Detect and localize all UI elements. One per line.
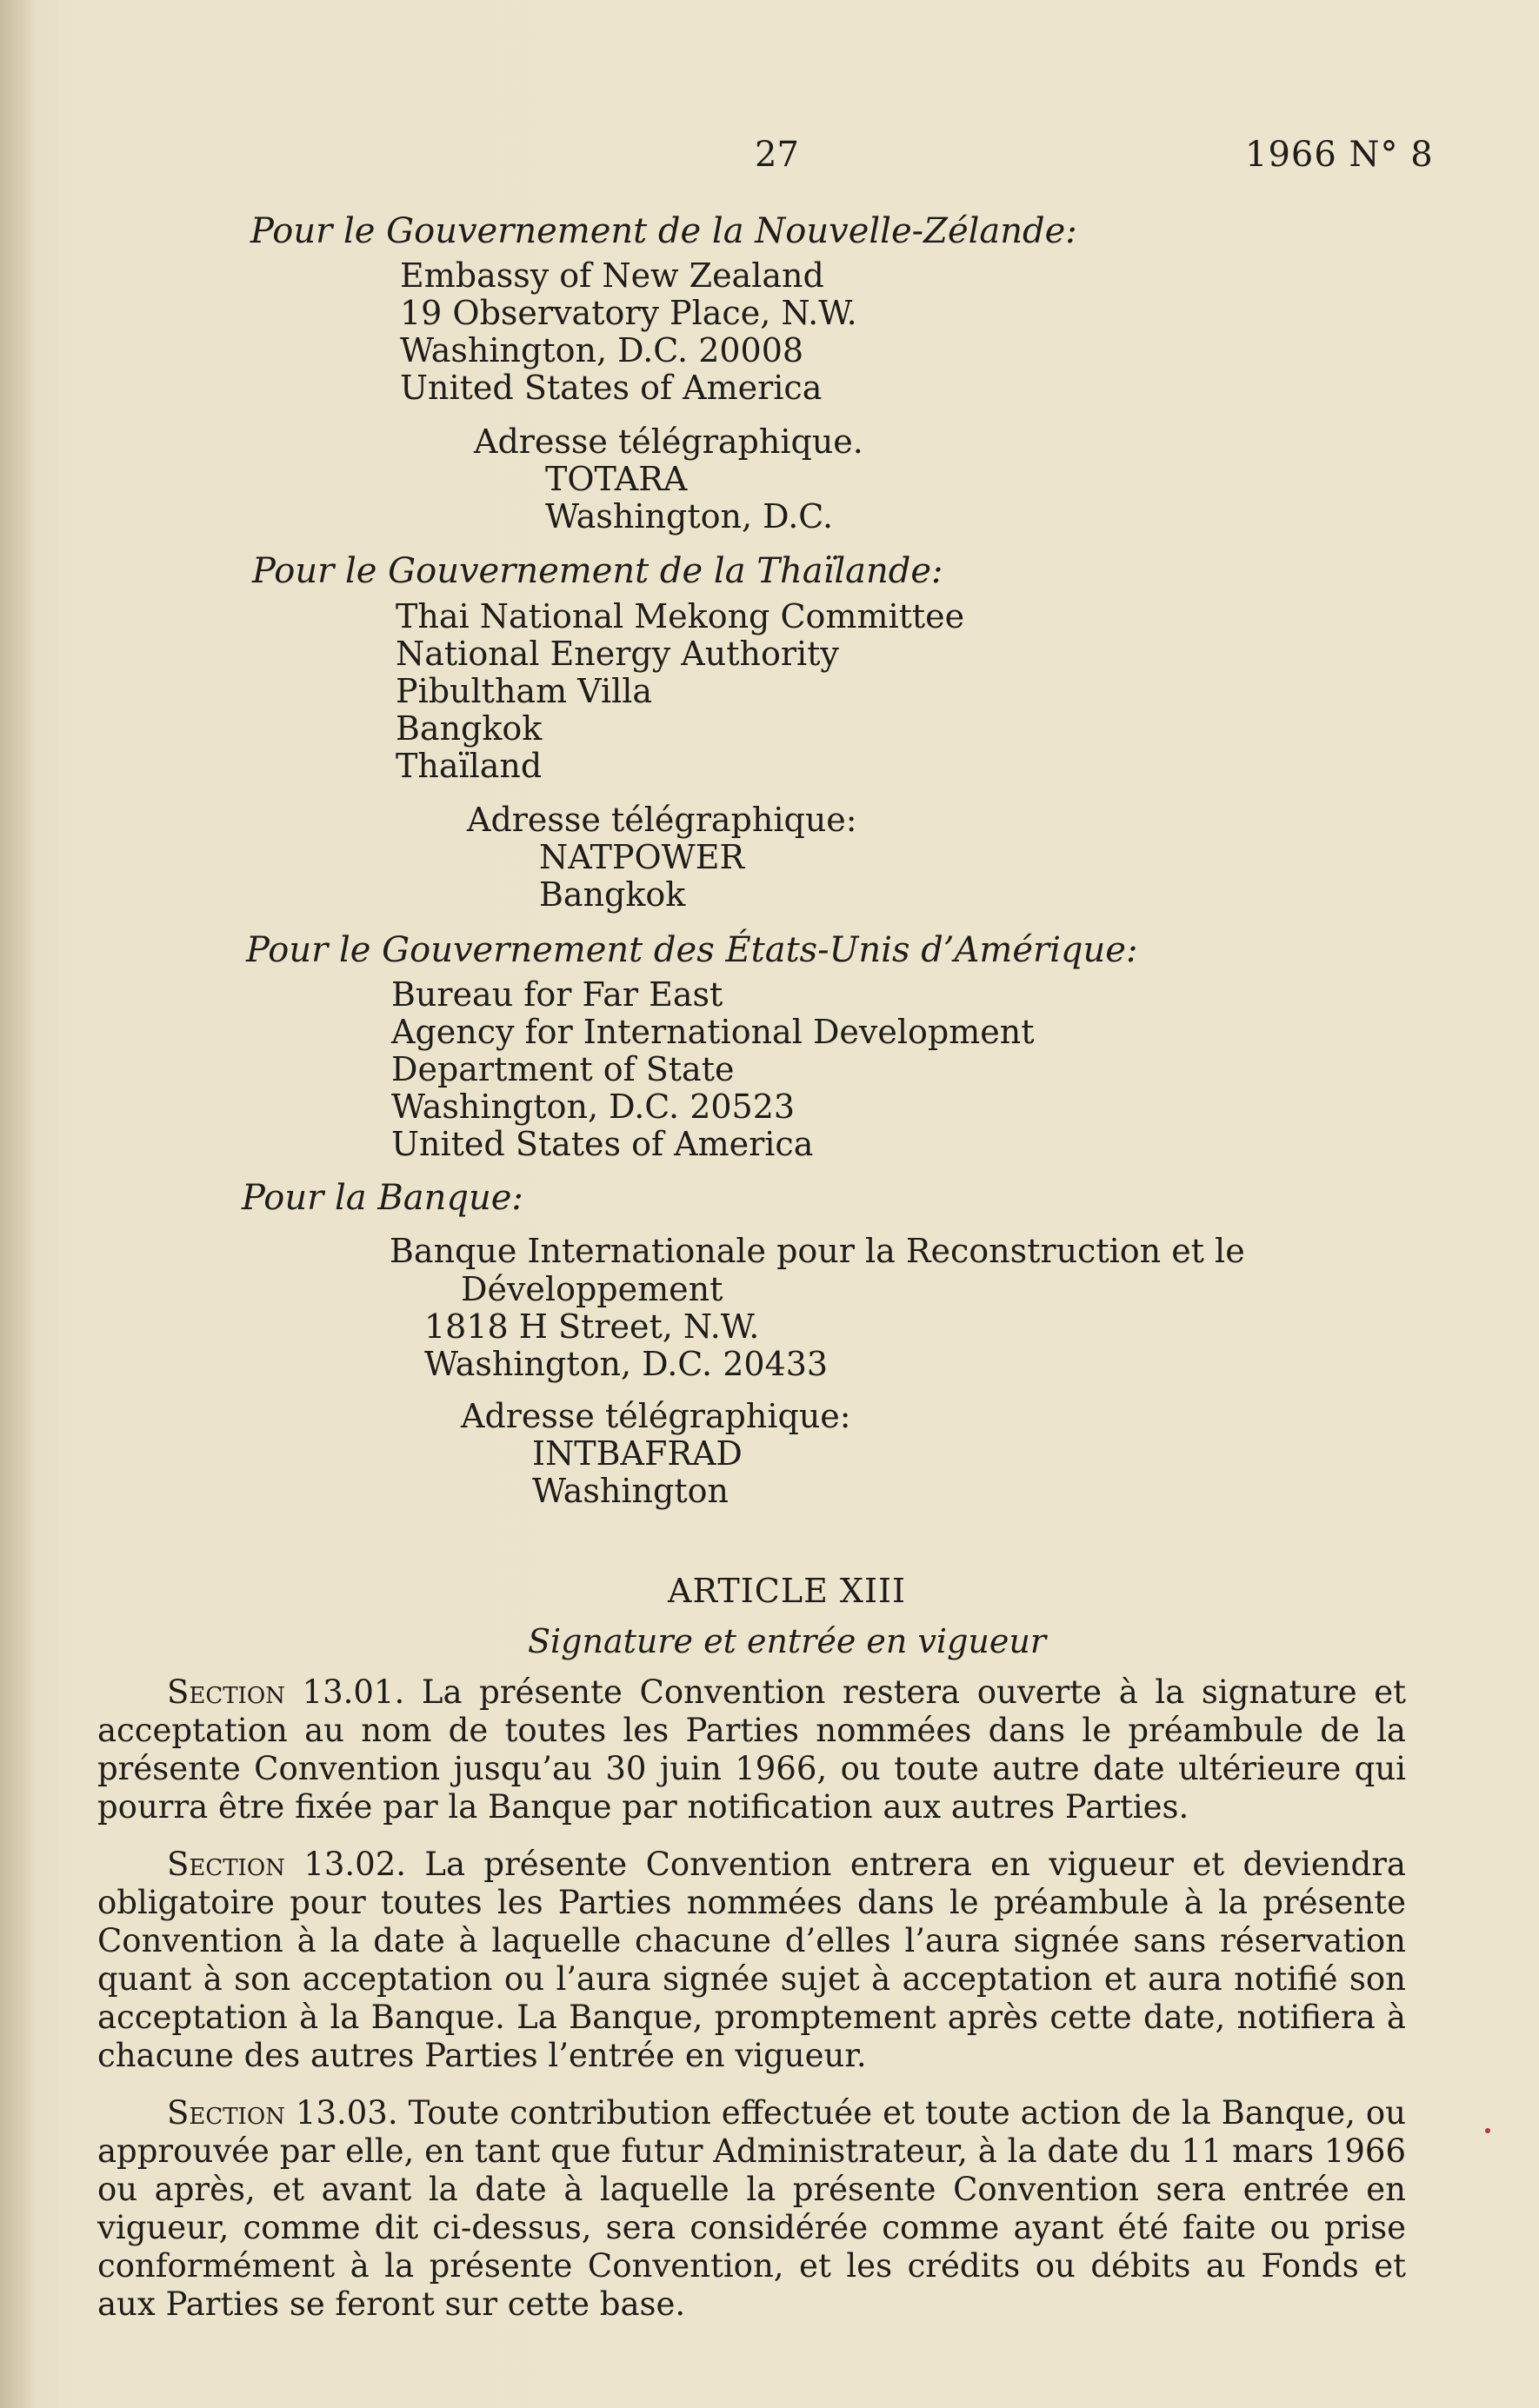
telegraphic-address-new-zealand (545, 461, 833, 535)
address-line: Embassy of New Zealand (400, 256, 824, 295)
address-line: Washington, D.C. 20523 (391, 1088, 796, 1126)
section-label: Section (167, 1846, 285, 1883)
telegraphic-address-bank (532, 1435, 743, 1510)
ink-mark (1485, 2128, 1490, 2133)
telegraphic-line: INTBAFRAD (532, 1434, 743, 1473)
article-sections (97, 1673, 1406, 2343)
recipient-heading-new-zealand: Pour le Gouvernement de la Nouvelle-Zélande: (250, 211, 1077, 251)
section-label: Section (167, 1673, 285, 1711)
telegraphic-line: Washington (532, 1472, 729, 1510)
issue-number: 1966 N° 8 (1245, 135, 1434, 175)
recipient-address-thailand (396, 598, 964, 785)
section-13-03 (97, 2094, 1406, 2324)
telegraphic-label-bank: Adresse télégraphique: (461, 1397, 851, 1435)
section-13-02 (97, 1846, 1406, 2075)
binding-shadow (0, 0, 37, 2408)
telegraphic-line: NATPOWER (539, 838, 745, 876)
recipient-address-bank-street (424, 1308, 828, 1383)
telegraphic-line: Washington, D.C. (545, 497, 834, 535)
address-line: Department of State (391, 1050, 735, 1088)
address-line: Pibultham Villa (396, 672, 653, 710)
recipient-address-new-zealand (400, 257, 857, 407)
recipient-address-bank-line1: Banque Internationale pour la Reconstruction et le (390, 1232, 1245, 1270)
telegraphic-label-new-zealand: Adresse télégraphique. (474, 422, 863, 461)
article-title: ARTICLE XIII (668, 1572, 906, 1610)
recipient-heading-bank: Pour la Banque: (242, 1178, 523, 1218)
address-line: National Energy Authority (396, 635, 839, 673)
address-line: United States of America (400, 369, 823, 407)
address-line: United States of America (391, 1125, 814, 1163)
telegraphic-line: TOTARA (545, 460, 688, 498)
recipient-address-bank-rest (461, 1271, 723, 1308)
section-label: Section (167, 2094, 285, 2132)
recipient-heading-thailand: Pour le Gouvernement de la Thaïlande: (252, 551, 943, 591)
section-text: La présente Convention restera ouverte à la signature et acceptation au nom de toutes les Parties nommées dans le préambule de la présente Convention jusqu’au 30 juin 1966, ou toute autre date ultérieure qui pourra être fixée par la Banque par notification aux autres Parties. (97, 1673, 1407, 1826)
address-line: Thaïland (396, 747, 543, 785)
address-line: Bangkok (396, 709, 543, 748)
address-line: Bureau for Far East (391, 975, 723, 1014)
section-number: 13.02. (303, 1846, 406, 1883)
address-line: Washington, D.C. 20008 (400, 331, 804, 369)
recipient-heading-united-states: Pour le Gouvernement des États-Unis d’Amérique: (246, 930, 1138, 970)
section-number: 13.03. (295, 2094, 398, 2132)
recipient-address-united-states (391, 976, 1034, 1163)
telegraphic-label-thailand: Adresse télégraphique: (467, 801, 857, 839)
address-line: Agency for International Development (391, 1013, 1035, 1051)
section-text: La présente Convention entrera en vigueur et deviendra obligatoire pour toutes les Parties nommées dans le préambule à la présente Convention à la date à laquelle chacune d’elles l’aura signée sans réservation quant à son acceptation ou l’aura signée sujet à acceptation et aura notifié son acceptation à la Banque. La Banque, promptement après cette date, notifiera à chacune des autres Parties l’entrée en vigueur. (97, 1846, 1406, 2074)
telegraphic-address-thailand (539, 839, 744, 914)
address-line: 1818 H Street, N.W. (424, 1307, 760, 1346)
page-number: 27 (755, 135, 799, 175)
address-line: 19 Observatory Place, N.W. (400, 294, 857, 332)
section-text: Toute contribution effectuée et toute action de la Banque, ou approuvée par elle, en tant que futur Administrateur, à la date du 11 mars 1966 ou après, et avant la date à laquelle la présente Convention sera entrée en vigueur, comme dit ci-dessus, sera considérée comme ayant été faite ou prise conformément à la présente Convention, et les crédits ou débits au Fonds et aux Parties se feront sur cette base. (97, 2094, 1406, 2323)
telegraphic-line: Bangkok (539, 875, 686, 914)
section-13-01 (97, 1673, 1406, 1826)
section-number: 13.01. (302, 1673, 405, 1711)
address-line: Thai National Mekong Committee (396, 597, 965, 635)
address-line: Washington, D.C. 20433 (424, 1345, 829, 1383)
address-line: Développement (461, 1270, 723, 1308)
article-subtitle: Signature et entrée en vigueur (528, 1622, 1046, 1660)
